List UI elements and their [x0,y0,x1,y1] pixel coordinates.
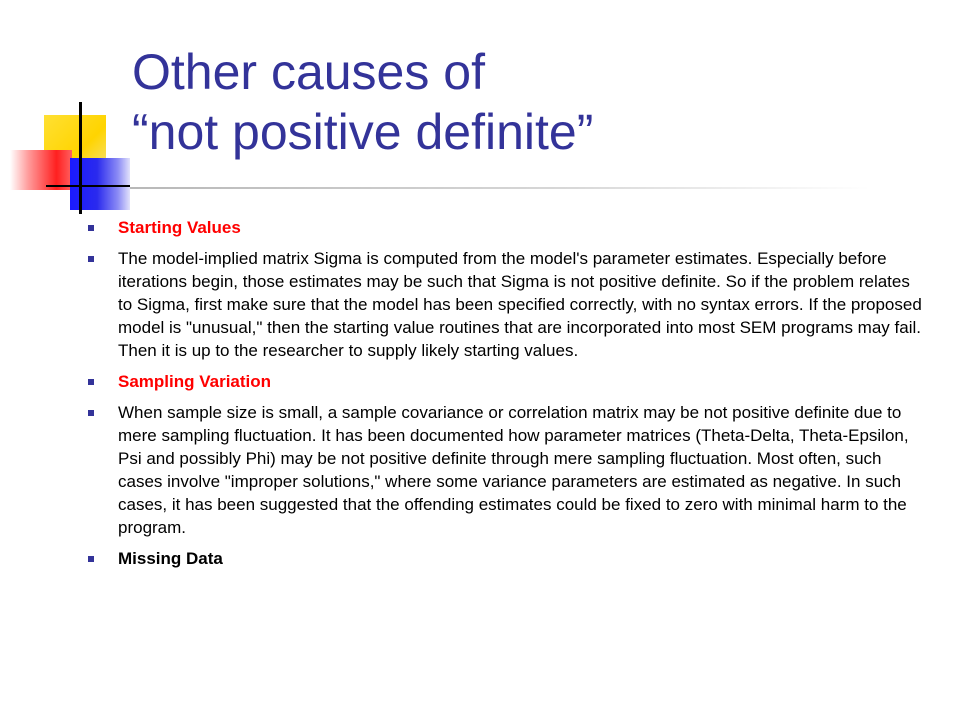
red-square-decoration [10,150,72,190]
square-bullet-icon [88,556,94,562]
horizontal-line-decoration [46,185,130,187]
bullet-heading-starting-values: Starting Values [118,218,241,237]
title-underline [130,187,870,189]
bullet-item-sampling-variation-body [88,401,928,539]
square-bullet-icon [88,379,94,385]
square-bullet-icon [88,225,94,231]
bullet-heading-missing-data: Missing Data [118,549,223,568]
vertical-line-decoration [79,102,82,214]
bullet-heading-sampling-variation: Sampling Variation [118,372,272,391]
slide-title [132,42,922,162]
bullet-body-sampling-variation: When sample size is small, a sample covariance or correlation matrix may be not positive definite due to mere sampling fluctuation. It has been documented how parameter matrices (Theta-Delta, Theta-Epsilon, Psi and possibly Phi) may be not positive definite through mere sampling fluctuation. Most often, such cases involve "improper solutions," where some variance parameters are estimated as negative. In such cases, it has been suggested that the offending estimates could be fixed to zero with minimal harm to the program. [118,403,909,537]
bullet-item-starting-values-body [88,247,928,362]
bullet-item-sampling-variation [88,370,928,393]
slide-title-line-1: Other causes of [132,44,485,100]
square-bullet-icon [88,410,94,416]
slide-title-line-2: “not positive definite” [132,104,594,160]
bullet-item-missing-data [88,547,928,570]
square-bullet-icon [88,256,94,262]
bullet-list [88,216,928,578]
bullet-body-starting-values: The model-implied matrix Sigma is computed from the model's parameter estimates. Especially before iterations begin, those estimates may be such that Sigma is not positive definite. So if the problem relates to Sigma, first make sure that the model has been specified correctly, with no syntax errors. If the proposed model is "unusual," then the starting value routines that are incorporated into most SEM programs may fail. Then it is up to the researcher to supply likely starting values. [118,249,922,360]
bullet-item-starting-values [88,216,928,239]
